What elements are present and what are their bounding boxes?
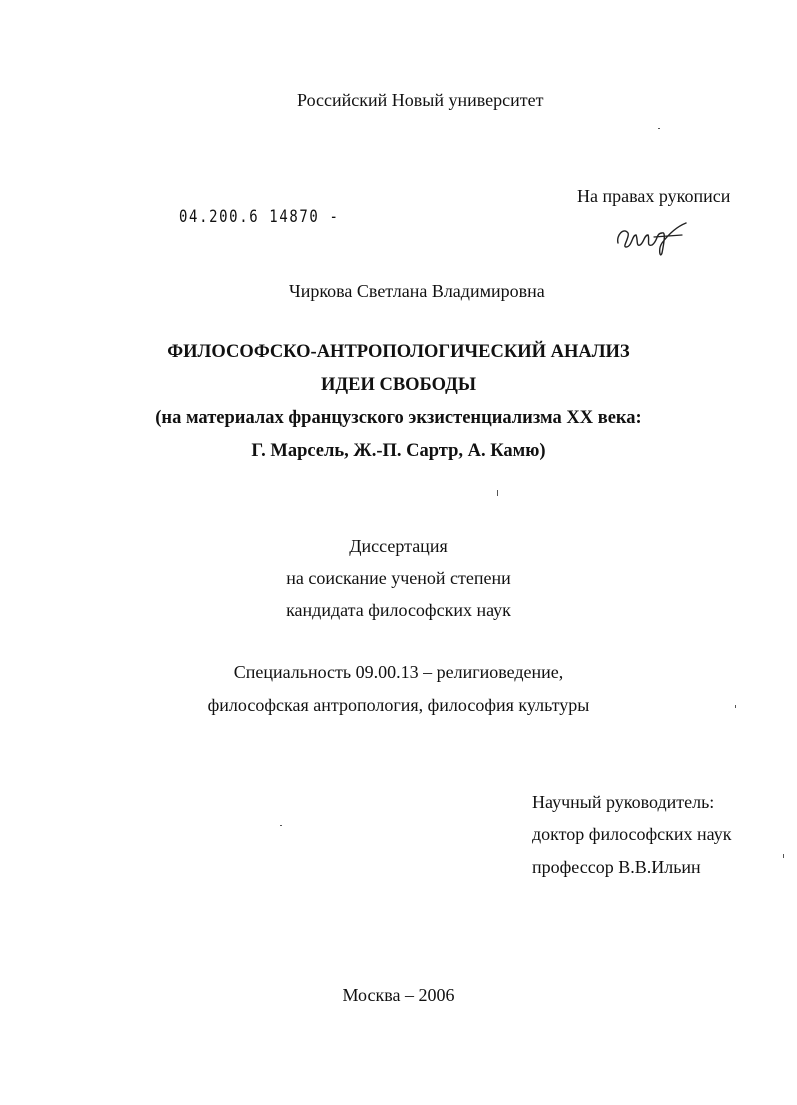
city-year: Москва – 2006	[342, 985, 455, 1005]
manuscript-note: На правах рукописи	[577, 186, 731, 206]
signature-image	[610, 213, 690, 263]
degree-line: на соискание ученой степени	[286, 568, 511, 588]
scan-speck	[783, 854, 784, 858]
scan-speck	[497, 490, 498, 496]
dissertation-title-line: ФИЛОСОФСКО-АНТРОПОЛОГИЧЕСКИЙ АНАЛИЗ	[167, 342, 630, 362]
university-name: Российский Новый университет	[297, 90, 544, 110]
dissertation-subtitle-line: (на материалах французского экзистенциализма XX века:	[155, 408, 642, 428]
specialty-line: философская антропология, философия культуры	[207, 695, 590, 715]
dissertation-subtitle-line: Г. Марсель, Ж.-П. Сартр, А. Камю)	[251, 441, 546, 461]
scan-speck	[280, 825, 282, 826]
author-name: Чиркова Светлана Владимировна	[289, 281, 545, 301]
supervisor-name: профессор В.В.Ильин	[532, 857, 701, 877]
dissertation-title-line: ИДЕИ СВОБОДЫ	[320, 375, 477, 395]
archive-stamp: 04.200.6 14870 -	[179, 207, 340, 227]
supervisor-label: Научный руководитель:	[532, 792, 715, 812]
supervisor-degree: доктор философских наук	[532, 824, 732, 844]
scan-speck	[735, 705, 736, 708]
specialty-line: Специальность 09.00.13 – религиоведение,	[233, 662, 564, 682]
scan-speck	[658, 128, 660, 129]
degree-line: кандидата философских наук	[286, 600, 511, 620]
dissertation-label: Диссертация	[349, 536, 448, 556]
